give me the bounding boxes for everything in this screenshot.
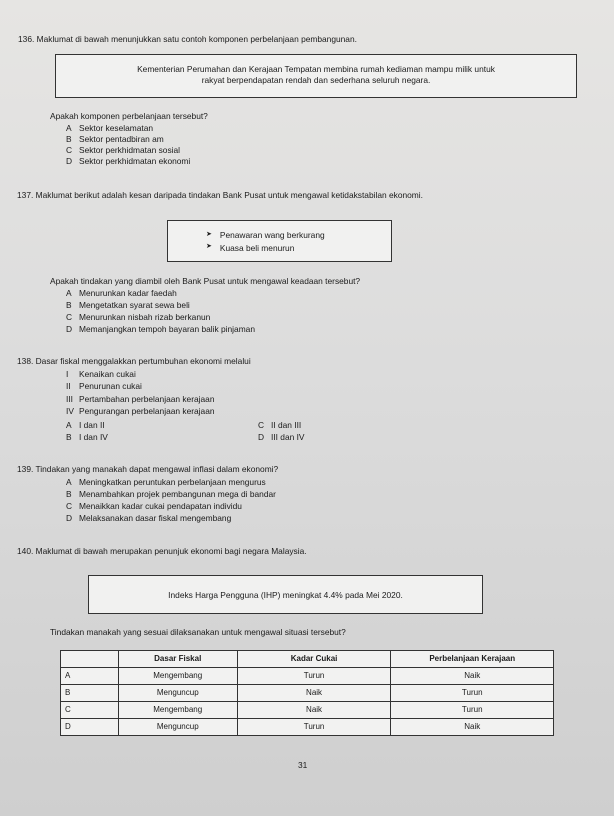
table-cell: D: [61, 719, 119, 736]
q136-stem: 136. Maklumat di bawah menunjukkan satu contoh komponen perbelanjaan pembangunan.: [18, 34, 357, 44]
table-header-row: [61, 651, 554, 668]
q140-answer-table: [60, 650, 554, 736]
q138-option-a[interactable]: A I dan II: [66, 420, 105, 430]
q139-option-b[interactable]: B Menambahkan projek pembangunan mega di bandar: [66, 489, 276, 499]
q138-stem: 138. Dasar fiskal menggalakkan pertumbuhan ekonomi melalui: [17, 356, 251, 366]
q140-stem: 140. Maklumat di bawah merupakan penunjuk ekonomi bagi negara Malaysia.: [17, 546, 307, 556]
q136-box-line2: rakyat berpendapatan rendah dan sederhana seluruh negara.: [201, 74, 431, 85]
table-cell: Naik: [237, 702, 391, 719]
q137-option-c[interactable]: C Menurunkan nisbah rizab berkanun: [66, 312, 211, 322]
q140-info-box: [88, 575, 483, 614]
table-cell: C: [61, 702, 119, 719]
table-cell: Turun: [237, 719, 391, 736]
table-cell: Menguncup: [118, 685, 237, 702]
table-cell: Mengembang: [118, 668, 237, 685]
table-cell: Turun: [237, 668, 391, 685]
table-row[interactable]: [61, 719, 554, 736]
q138-option-c[interactable]: C II dan III: [258, 420, 302, 430]
table-header-cell: Perbelanjaan Kerajaan: [391, 651, 554, 668]
table-row[interactable]: [61, 668, 554, 685]
q140-box-text: Indeks Harga Pengguna (IHP) meningkat 4.4% pada Mei 2020.: [168, 590, 403, 600]
q137-bullet-1: ➤ Penawaran wang berkurang: [206, 230, 325, 240]
table-cell: Turun: [391, 702, 554, 719]
q138-option-d[interactable]: D III dan IV: [258, 432, 305, 442]
q136-box-line1: Kementerian Perumahan dan Kerajaan Tempatan membina rumah kediaman mampu milik untuk: [137, 64, 495, 74]
table-header-cell: [61, 651, 119, 668]
q138-item-1: I Kenaikan cukai: [66, 369, 136, 379]
q137-stem: 137. Maklumat berikut adalah kesan daripada tindakan Bank Pusat untuk mengawal ketidakstabilan ekonomi.: [17, 190, 423, 200]
table-header-cell: Dasar Fiskal: [118, 651, 237, 668]
arrow-bullet-icon: ➤: [206, 243, 212, 251]
table-cell: Mengembang: [118, 702, 237, 719]
q137-bullet-2: ➤ Kuasa beli menurun: [206, 242, 295, 253]
q138-item-3: III Pertambahan perbelanjaan kerajaan: [66, 394, 215, 404]
q136-option-d[interactable]: D Sektor perkhidmatan ekonomi: [66, 156, 191, 166]
q137-question: Apakah tindakan yang diambil oleh Bank Pusat untuk mengawal keadaan tersebut?: [50, 276, 361, 286]
q136-info-box: [55, 54, 577, 98]
q137-option-d[interactable]: D Memanjangkan tempoh bayaran balik pinjaman: [66, 324, 255, 334]
q137-option-a[interactable]: A Menurunkan kadar faedah: [66, 288, 177, 298]
table-header-cell: Kadar Cukai: [237, 651, 391, 668]
table-row[interactable]: [61, 702, 554, 719]
table-cell: Naik: [391, 719, 554, 736]
q139-stem: 139. Tindakan yang manakah dapat mengawal inflasi dalam ekonomi?: [17, 464, 279, 474]
q139-option-d[interactable]: D Melaksanakan dasar fiskal mengembang: [66, 513, 232, 523]
q137-info-box: [167, 220, 392, 262]
table-cell: Naik: [391, 668, 554, 685]
table-cell: B: [61, 685, 119, 702]
q136-option-a[interactable]: A Sektor keselamatan: [66, 123, 154, 133]
q138-item-4: IV Pengurangan perbelanjaan kerajaan: [66, 406, 215, 416]
table-cell: A: [61, 668, 119, 685]
q138-option-b[interactable]: B I dan IV: [66, 432, 108, 442]
table-cell: Menguncup: [118, 719, 237, 736]
q136-question: Apakah komponen perbelanjaan tersebut?: [50, 111, 208, 121]
table-cell: Naik: [237, 685, 391, 702]
q136-option-b[interactable]: B Sektor pentadbiran am: [66, 134, 164, 144]
table-cell: Turun: [391, 685, 554, 702]
q138-item-2: II Penurunan cukai: [66, 381, 142, 391]
q139-option-a[interactable]: A Meningkatkan peruntukan perbelanjaan mengurus: [66, 477, 266, 487]
page-number: 31: [298, 760, 308, 770]
q140-question: Tindakan manakah yang sesuai dilaksanakan untuk mengawal situasi tersebut?: [50, 627, 346, 637]
q139-option-c[interactable]: C Menaikkan kadar cukai pendapatan individu: [66, 501, 242, 511]
table-row[interactable]: [61, 685, 554, 702]
q136-option-c[interactable]: C Sektor perkhidmatan sosial: [66, 145, 181, 155]
arrow-bullet-icon: ➤: [206, 230, 212, 238]
q137-option-b[interactable]: B Mengetatkan syarat sewa beli: [66, 300, 190, 310]
